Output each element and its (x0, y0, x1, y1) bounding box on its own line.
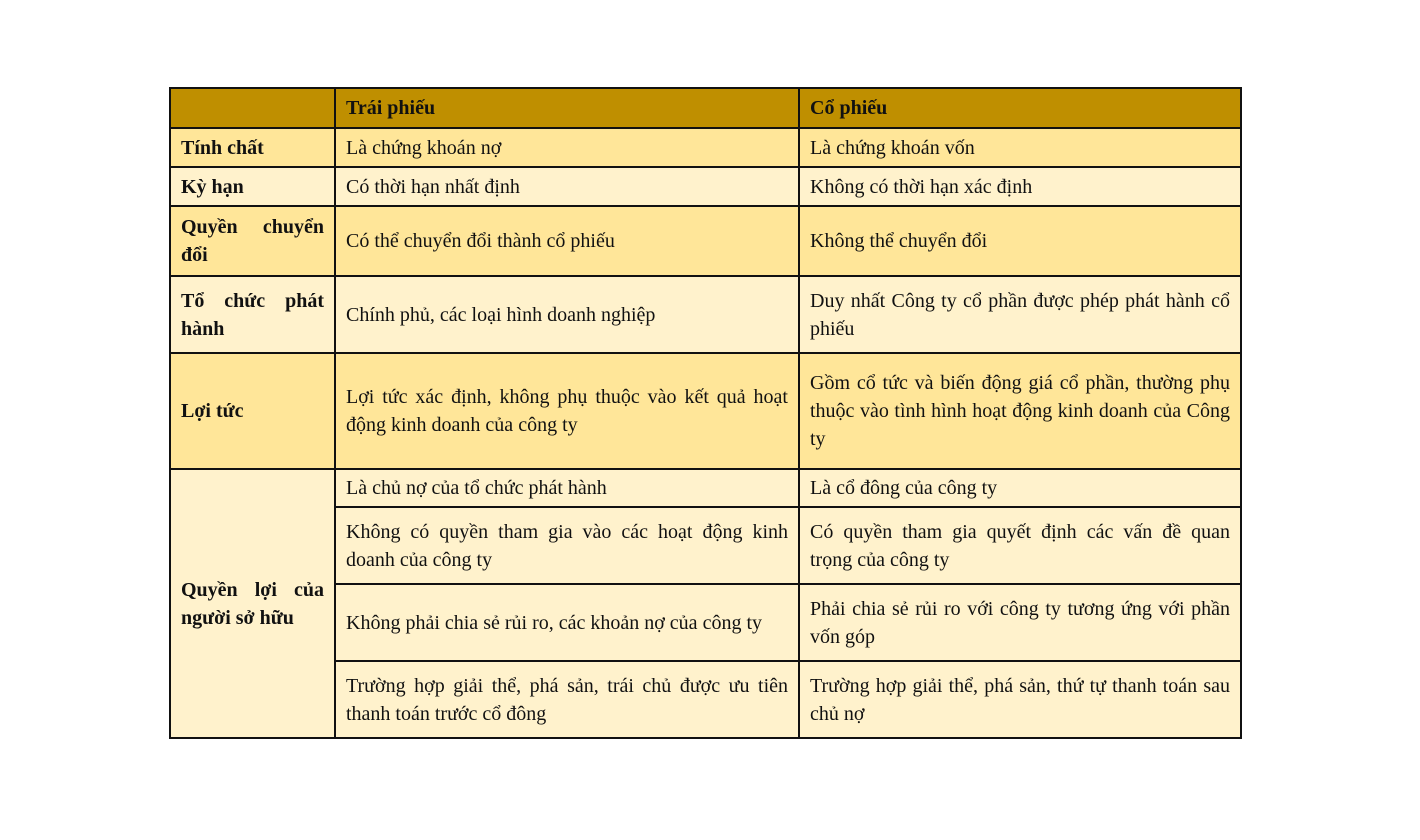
table-row (170, 276, 1241, 353)
stock-cell: Trường hợp giải thể, phá sản, thứ tự thanh toán sau chủ nợ (799, 661, 1241, 738)
table-row (170, 353, 1241, 469)
row-label: Tính chất (170, 128, 335, 167)
header-bond: Trái phiếu (335, 88, 799, 128)
table-row (170, 469, 1241, 507)
row-label: Tổ chức phát hành (170, 276, 335, 353)
table-row (170, 167, 1241, 206)
row-label: Quyền lợi của người sở hữu (170, 469, 335, 738)
row-label: Kỳ hạn (170, 167, 335, 206)
stock-cell: Có quyền tham gia quyết định các vấn đề quan trọng của công ty (799, 507, 1241, 584)
row-label: Quyền chuyển đổi (170, 206, 335, 276)
stock-cell: Không có thời hạn xác định (799, 167, 1241, 206)
bond-cell: Chính phủ, các loại hình doanh nghiệp (335, 276, 799, 353)
stock-cell: Duy nhất Công ty cổ phần được phép phát hành cổ phiếu (799, 276, 1241, 353)
stock-cell: Gồm cổ tức và biến động giá cổ phần, thường phụ thuộc vào tình hình hoạt động kinh doanh của Công ty (799, 353, 1241, 469)
stock-cell: Phải chia sẻ rủi ro với công ty tương ứng với phần vốn góp (799, 584, 1241, 661)
bond-cell: Là chủ nợ của tổ chức phát hành (335, 469, 799, 507)
bond-cell: Trường hợp giải thể, phá sản, trái chủ được ưu tiên thanh toán trước cổ đông (335, 661, 799, 738)
row-label: Lợi tức (170, 353, 335, 469)
bond-cell: Lợi tức xác định, không phụ thuộc vào kết quả hoạt động kinh doanh của công ty (335, 353, 799, 469)
table-row (170, 128, 1241, 167)
bond-cell: Không phải chia sẻ rủi ro, các khoản nợ của công ty (335, 584, 799, 661)
bond-vs-stock-table (169, 87, 1242, 739)
table-row (170, 206, 1241, 276)
stock-cell: Là cổ đông của công ty (799, 469, 1241, 507)
header-stock: Cổ phiếu (799, 88, 1241, 128)
header-empty (170, 88, 335, 128)
bond-cell: Có thể chuyển đổi thành cổ phiếu (335, 206, 799, 276)
stock-cell: Không thể chuyển đổi (799, 206, 1241, 276)
table-header-row (170, 88, 1241, 128)
bond-cell: Có thời hạn nhất định (335, 167, 799, 206)
bond-cell: Không có quyền tham gia vào các hoạt động kinh doanh của công ty (335, 507, 799, 584)
bond-cell: Là chứng khoán nợ (335, 128, 799, 167)
stock-cell: Là chứng khoán vốn (799, 128, 1241, 167)
